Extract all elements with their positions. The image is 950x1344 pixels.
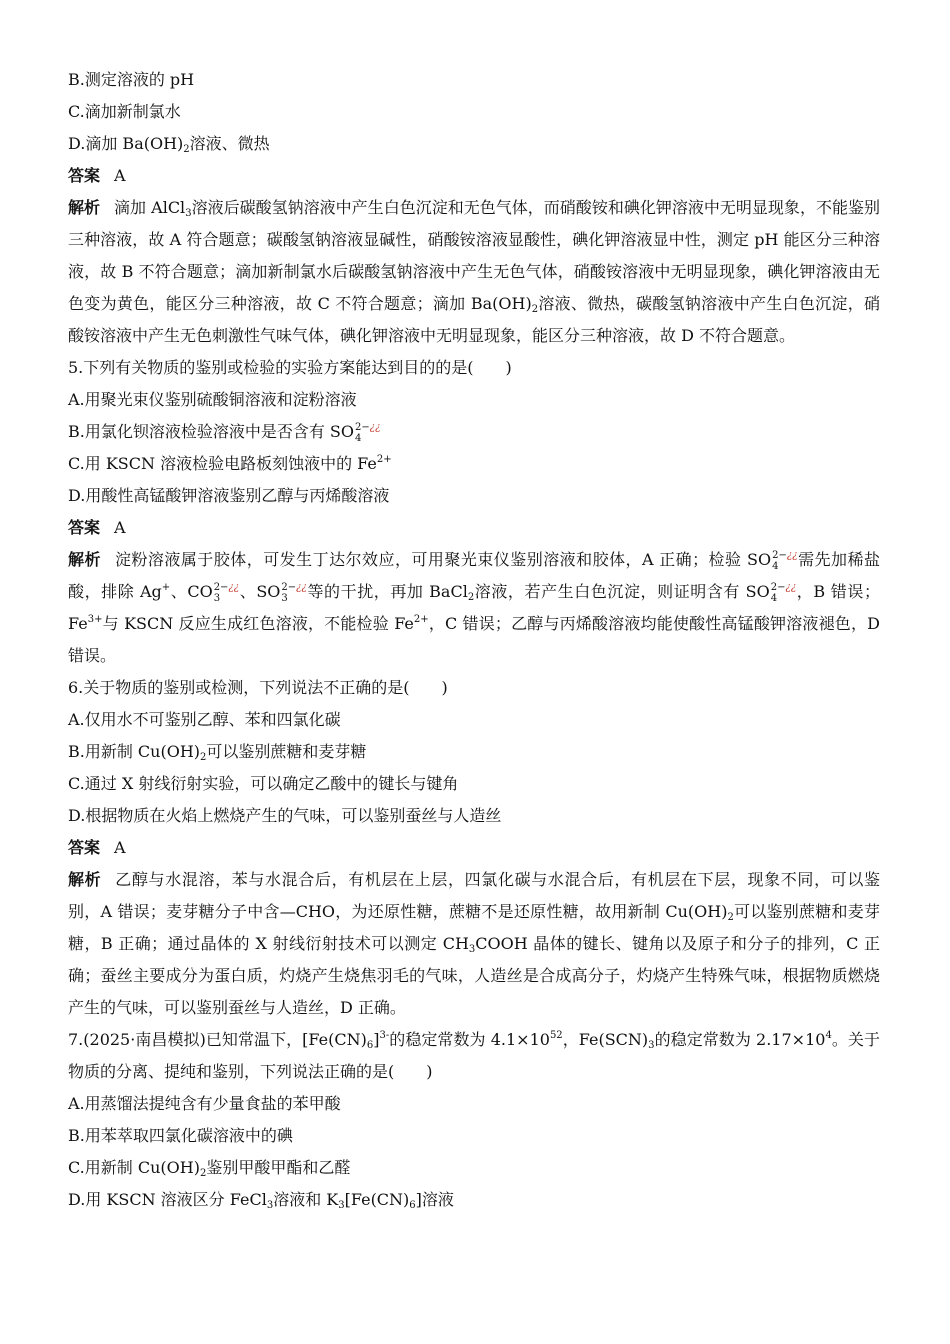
q4-option-c: C.滴加新制氯水	[68, 102, 181, 121]
q4-option-d: D.滴加 $Ba(OH)_2$溶液、微热	[68, 134, 270, 155]
q5-option-a: A.用聚光束仪鉴别硫酸铜溶液和淀粉溶液	[68, 390, 357, 409]
q6-stem: 6.关于物质的鉴别或检测，下列说法不正确的是( )	[68, 678, 448, 697]
q4-option-b: B.测定溶液的 pH	[68, 70, 195, 89]
q5-answer: 答案 A	[68, 518, 126, 537]
q6-option-d: D.根据物质在火焰上燃烧产生的气味，可以鉴别蚕丝与人造丝	[68, 806, 502, 825]
sulfate-ion-formula: 2−¿¿ 4	[772, 549, 798, 572]
q5-option-c: C.用 KSCN 溶液检验电路板刻蚀液中的 $Fe^{2+}$	[68, 454, 392, 473]
q6-answer: 答案 A	[68, 838, 126, 857]
q6-option-b: B.用新制 $Cu(OH)_2$可以鉴别蔗糖和麦芽糖	[68, 742, 367, 763]
carbonate-ion-formula: 2−¿¿ 3	[213, 581, 240, 604]
q5-option-b: B.用氯化钡溶液检验溶液中是否含有 SO 2−¿¿ 4	[68, 416, 880, 448]
q5-option-d: D.用酸性高锰酸钾溶液鉴别乙醇与丙烯酸溶液	[68, 486, 390, 505]
q7-stem: 7.(2025·南昌模拟)已知常温下，$[Fe(CN)_6]^{3-}$的稳定常数为 $4.1\times 10^{52}$，$Fe(SCN)_3$的稳定常数为 $2.17\times 10^4$。关于物质的分离、提纯和鉴别，下列说法正确的是( )	[68, 1030, 880, 1081]
q7-option-d: D.用 KSCN 溶液区分 FeCl$_3$溶液和 $K_3[Fe(CN)_6]$溶液	[68, 1190, 454, 1211]
q5-stem: 5.下列有关物质的鉴别或检验的实验方案能达到目的的是( )	[68, 358, 512, 377]
q6-option-c: C.通过 X 射线衍射实验，可以确定乙酸中的键长与键角	[68, 774, 459, 793]
q6-analysis: 解析 乙醇与水混溶，苯与水混合后，有机层在上层，四氯化碳与水混合后，有机层在下层，现象不同，可以鉴别，A 错误；麦芽糖分子中含—CHO，为还原性糖，蔗糖不是还原性糖，故用新制 $Cu(OH)_2$可以鉴别蔗糖和麦芽糖，B 正确；通过晶体的 X 射线衍射技术可以测定 $CH_3COOH$ 晶体的键长、键角以及原子和分子的排列，C 正确；蚕丝主要成分为蛋白质，灼烧产生烧焦羽毛的气味，人造丝是合成高分子，灼烧产生特殊气味，根据物质燃烧产生的气味，可以鉴别蚕丝与人造丝，D 正确。	[68, 870, 880, 1017]
q5-analysis: 解析 淀粉溶液属于胶体，可发生丁达尔效应，可用聚光束仪鉴别溶液和胶体，A 正确；检验 SO 2−¿¿ 4 需先加稀盐酸，排除 Ag+、CO 2−¿¿ 3 、SO 2−¿¿ 3 等的干扰，再加 BaCl$_2$溶液，若产生白色沉淀，则证明含有 SO 2−¿¿ 4 ，B 错误；$Fe^{3+}$与 KSCN 反应生成红色溶液，不能检验 $Fe^{2+}$，C 错误；乙醇与丙烯酸溶液均能使酸性高锰酸钾溶液褪色，D 错误。	[68, 544, 880, 672]
q7-option-c: C.用新制 $Cu(OH)_2$鉴别甲酸甲酯和乙醛	[68, 1158, 351, 1179]
q7-option-b: B.用苯萃取四氯化碳溶液中的碘	[68, 1126, 293, 1145]
q4-analysis: 解析 滴加 AlCl$_3$溶液后碳酸氢钠溶液中产生白色沉淀和无色气体，而硝酸铵和碘化钾溶液中无明显现象，不能鉴别三种溶液，故 A 符合题意；碳酸氢钠溶液显碱性，硝酸铵溶液显酸性，碘化钾溶液显中性，测定 pH 能区分三种溶液，故 B 不符合题意；滴加新制氯水后碳酸氢钠溶液中产生无色气体，硝酸铵溶液中无明显现象，碘化钾溶液由无色变为黄色，能区分三种溶液，故 C 不符合题意；滴加 $Ba(OH)_2$溶液、微热，碳酸氢钠溶液中产生白色沉淀，硝酸铵溶液中产生无色刺激性气味气体，碘化钾溶液中无明显现象，能区分三种溶液，故 D 不符合题意。	[68, 198, 880, 345]
sulfate-ion-formula: 2−¿¿ 4	[770, 581, 797, 604]
sulfate-ion-formula: 2−¿¿ 4	[355, 421, 381, 444]
q4-answer: 答案 A	[68, 166, 126, 185]
q7-option-a: A.用蒸馏法提纯含有少量食盐的苯甲酸	[68, 1094, 341, 1113]
q6-option-a: A.仅用水不可鉴别乙醇、苯和四氯化碳	[68, 710, 341, 729]
document-page	[68, 64, 880, 1216]
sulfite-ion-formula: 2−¿¿ 3	[281, 581, 307, 604]
